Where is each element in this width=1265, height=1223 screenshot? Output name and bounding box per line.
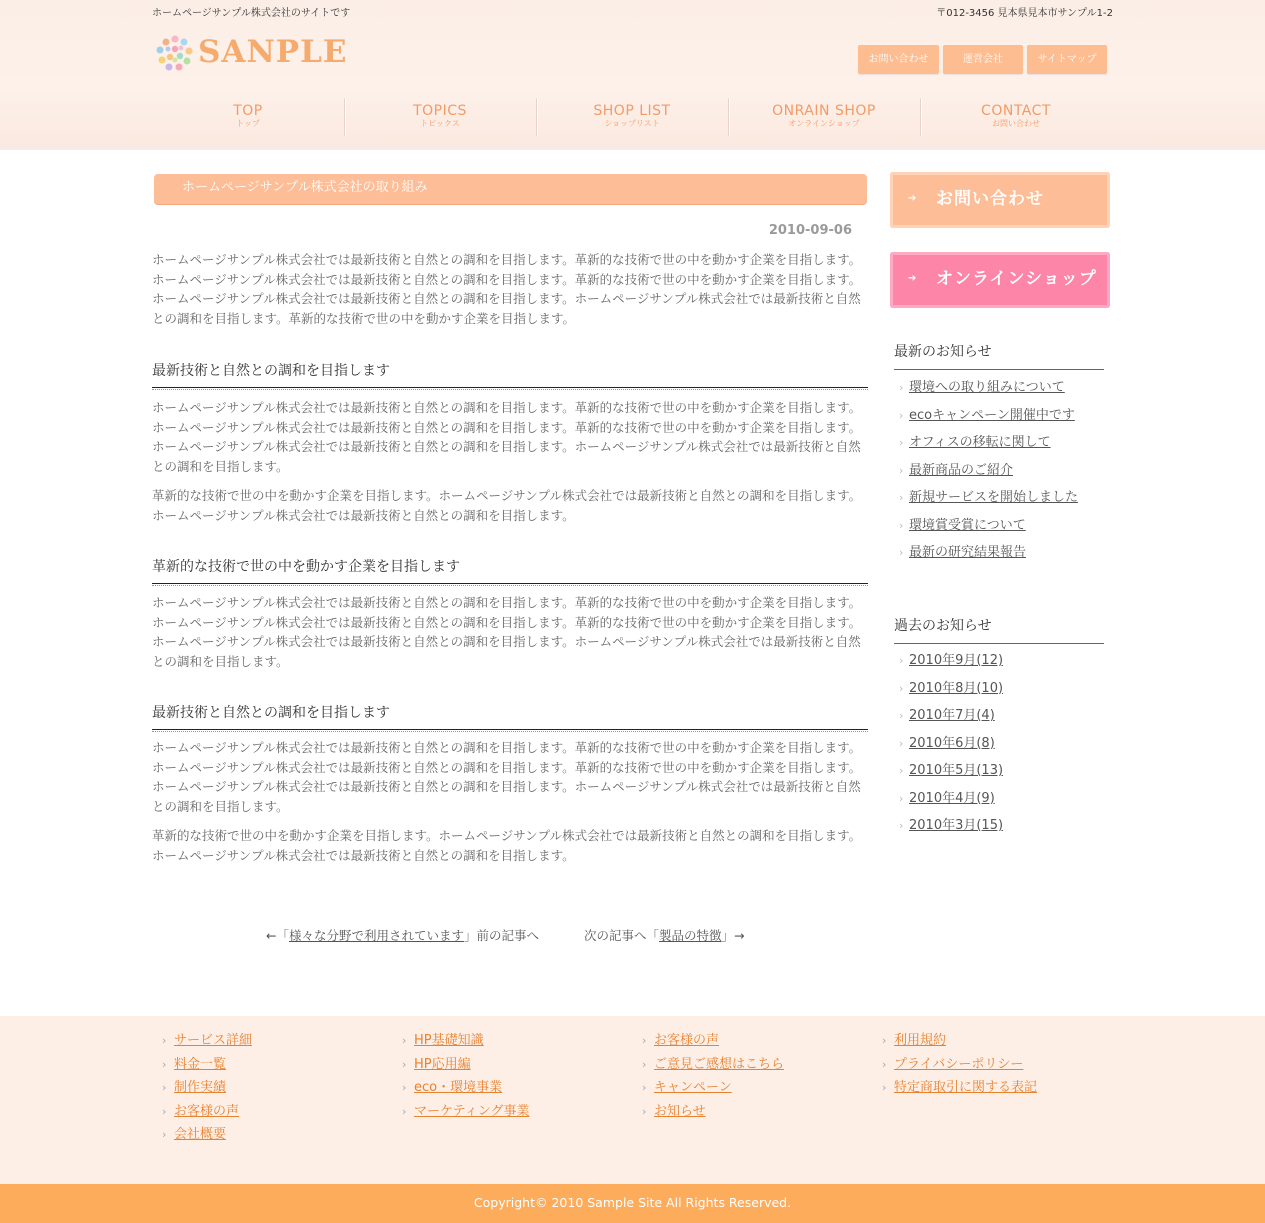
footer-link[interactable]: 制作実績 xyxy=(174,1080,227,1095)
next-prefix: 次の記事へ「 xyxy=(584,928,660,943)
list-item[interactable] xyxy=(899,379,1078,407)
archive-link[interactable]: 2010年5月(13) xyxy=(909,763,1004,778)
list-item[interactable] xyxy=(882,1032,1037,1056)
logo-dots-icon xyxy=(156,34,194,72)
list-item[interactable] xyxy=(899,762,1003,790)
next-suffix: 」→ xyxy=(721,928,745,943)
global-nav xyxy=(152,98,1112,136)
list-item[interactable] xyxy=(899,462,1078,490)
list-item[interactable] xyxy=(162,1056,252,1080)
prev-suffix: 」前の記事へ xyxy=(464,928,540,943)
nav-item-contact-ja: お問い合わせ xyxy=(992,119,1040,128)
news-link[interactable]: オフィスの移転に関して xyxy=(909,435,1051,450)
sidebar-online-shop-label: オンラインショップ xyxy=(936,269,1097,289)
section-heading: 革新的な技術で世の中を動かす企業を目指します xyxy=(152,556,868,584)
nav-item-topics[interactable] xyxy=(344,98,536,136)
latest-news-heading: 最新のお知らせ xyxy=(894,341,1104,370)
arrow-right-icon: ➔ xyxy=(908,273,917,284)
footer-link[interactable]: お知らせ xyxy=(654,1103,706,1119)
list-item[interactable] xyxy=(402,1032,529,1056)
footer-link[interactable]: お客様の声 xyxy=(654,1033,720,1048)
list-item[interactable] xyxy=(899,707,1003,735)
latest-news-list xyxy=(899,379,1078,572)
nav-item-shop-list[interactable] xyxy=(536,98,728,136)
news-link[interactable]: 新規サービスを開始しました xyxy=(909,490,1079,505)
footer-link[interactable]: HP応用編 xyxy=(414,1056,471,1072)
list-item[interactable] xyxy=(899,652,1003,680)
list-item[interactable] xyxy=(642,1079,784,1103)
copyright-bar: Copyright© 2010 Sample Site All Rights Reserved. xyxy=(0,1184,1265,1223)
nav-item-shop-list-en: SHOP LIST xyxy=(593,103,671,119)
section-heading: 最新技術と自然との調和を目指します xyxy=(152,360,868,388)
section-paragraph: ホームページサンプル株式会社では最新技術と自然との調和を目指します。革新的な技術で世の中を動かす企業を目指します。ホームページサンプル株式会社では最新技術と自然との調和を目指します。革新的な技術で世の中を動かす企業を目指します。ホームページサンプル株式会社では最新技術と自然との調和を目指します。ホームページサンプル株式会社では最新技術と自然との調和を目指します。 xyxy=(152,400,862,474)
footer-column-1 xyxy=(162,1032,252,1150)
list-item[interactable] xyxy=(162,1032,252,1056)
section-heading: 最新技術と自然との調和を目指します xyxy=(152,702,868,730)
footer-link[interactable]: 会社概要 xyxy=(174,1127,227,1142)
site-tagline: ホームページサンプル株式会社のサイトです xyxy=(152,8,351,19)
list-item[interactable] xyxy=(642,1103,784,1127)
archive-link[interactable]: 2010年7月(4) xyxy=(909,708,995,723)
nav-item-top-ja: トップ xyxy=(236,119,260,128)
list-item[interactable] xyxy=(642,1056,784,1080)
article-date: 2010-09-06 xyxy=(768,223,852,238)
list-item[interactable] xyxy=(162,1079,252,1103)
company-top-button[interactable]: 運営会社 xyxy=(943,45,1023,74)
prev-prefix: ←「 xyxy=(266,928,289,943)
section-paragraph: 革新的な技術で世の中を動かす企業を目指します。ホームページサンプル株式会社では最新技術と自然との調和を目指します。ホームページサンプル株式会社では最新技術と自然との調和を目指します。 xyxy=(152,828,862,863)
news-link[interactable]: 最新の研究結果報告 xyxy=(909,545,1027,560)
nav-item-top[interactable] xyxy=(152,98,344,136)
footer-column-4 xyxy=(882,1032,1037,1103)
news-link[interactable]: 環境への取り組みについて xyxy=(909,380,1065,395)
list-item[interactable] xyxy=(882,1056,1037,1080)
archive-link[interactable]: 2010年8月(10) xyxy=(909,680,1004,696)
prev-article-link[interactable] xyxy=(266,926,539,944)
article-title: ホームページサンプル株式会社の取り組み xyxy=(154,174,867,204)
next-article-link[interactable] xyxy=(584,926,745,944)
list-item[interactable] xyxy=(642,1032,784,1056)
list-item[interactable] xyxy=(899,680,1003,708)
list-item[interactable] xyxy=(899,517,1078,545)
nav-item-online-shop-en: ONRAIN SHOP xyxy=(772,103,876,119)
archive-link[interactable]: 2010年9月(12) xyxy=(909,653,1004,668)
nav-item-topics-ja: トピックス xyxy=(420,119,460,128)
list-item[interactable] xyxy=(162,1103,252,1127)
list-item[interactable] xyxy=(899,489,1078,517)
footer-link[interactable]: ご意見ご感想はこちら xyxy=(654,1056,785,1072)
footer-link[interactable]: eco・環境事業 xyxy=(414,1080,503,1095)
footer-link[interactable]: マーケティング事業 xyxy=(414,1103,530,1119)
article-intro: ホームページサンプル株式会社では最新技術と自然との調和を目指します。革新的な技術で世の中を動かす企業を目指します。ホームページサンプル株式会社では最新技術と自然との調和を目指します。革新的な技術で世の中を動かす企業を目指します。ホームページサンプル株式会社では最新技術と自然との調和を目指します。ホームページサンプル株式会社では最新技術と自然との調和を目指します。革新的な技術で世の中を動かす企業を目指します。 xyxy=(152,252,862,326)
archive-list xyxy=(899,652,1003,845)
next-article-title[interactable]: 製品の特徴 xyxy=(659,928,722,943)
list-item[interactable] xyxy=(899,735,1003,763)
contact-top-button[interactable]: お問い合わせ xyxy=(858,45,939,74)
footer-link[interactable]: サービス詳細 xyxy=(174,1033,253,1048)
nav-item-online-shop-ja: オンラインショップ xyxy=(788,119,860,128)
archive-link[interactable]: 2010年6月(8) xyxy=(909,735,995,751)
prev-article-title[interactable]: 様々な分野で利用されています xyxy=(288,928,464,943)
footer-column-3 xyxy=(642,1032,784,1126)
news-link[interactable]: ecoキャンペーン開催中です xyxy=(909,407,1075,423)
footer-link[interactable]: お客様の声 xyxy=(174,1103,240,1119)
list-item[interactable] xyxy=(402,1079,529,1103)
list-item[interactable] xyxy=(899,790,1003,818)
sidebar-contact-button[interactable] xyxy=(890,172,1110,228)
news-link[interactable]: 最新商品のご紹介 xyxy=(909,462,1014,478)
footer-link[interactable]: キャンペーン xyxy=(654,1080,732,1095)
sitemap-top-button[interactable]: サイトマップ xyxy=(1027,45,1107,74)
list-item[interactable] xyxy=(899,817,1003,845)
list-item[interactable] xyxy=(882,1079,1037,1103)
arrow-right-icon: ➔ xyxy=(908,193,917,204)
nav-item-top-en: TOP xyxy=(233,103,263,119)
footer-link[interactable]: 料金一覧 xyxy=(174,1056,227,1072)
site-logo[interactable] xyxy=(156,34,356,74)
list-item[interactable] xyxy=(899,434,1078,462)
footer-column-2 xyxy=(402,1032,529,1126)
sidebar-contact-label: お問い合わせ xyxy=(936,189,1044,209)
footer-link[interactable]: 利用規約 xyxy=(894,1033,947,1048)
archive-heading: 過去のお知らせ xyxy=(894,615,1104,644)
header-divider xyxy=(0,146,1265,150)
nav-item-online-shop[interactable] xyxy=(728,98,920,136)
list-item[interactable] xyxy=(899,544,1078,572)
logo-text: SANPLE xyxy=(198,34,348,70)
nav-item-shop-list-ja: ショップリスト xyxy=(604,119,660,128)
nav-item-contact-en: CONTACT xyxy=(981,103,1051,119)
news-link[interactable]: 環境賞受賞について xyxy=(909,517,1026,533)
site-address: 〒012-3456 見本県見本市サンプル1-2 xyxy=(936,8,1113,19)
section-paragraph: 革新的な技術で世の中を動かす企業を目指します。ホームページサンプル株式会社では最新技術と自然との調和を目指します。ホームページサンプル株式会社では最新技術と自然との調和を目指します。 xyxy=(152,488,862,523)
archive-link[interactable]: 2010年3月(15) xyxy=(909,818,1004,833)
nav-item-contact[interactable] xyxy=(920,98,1112,136)
section-paragraph: ホームページサンプル株式会社では最新技術と自然との調和を目指します。革新的な技術で世の中を動かす企業を目指します。ホームページサンプル株式会社では最新技術と自然との調和を目指します。革新的な技術で世の中を動かす企業を目指します。ホームページサンプル株式会社では最新技術と自然との調和を目指します。ホームページサンプル株式会社では最新技術と自然との調和を目指します。 xyxy=(152,595,862,669)
footer-link[interactable]: HP基礎知識 xyxy=(414,1033,484,1048)
footer-link[interactable]: プライバシーポリシー xyxy=(894,1056,1024,1072)
nav-item-topics-en: TOPICS xyxy=(413,103,467,119)
section-paragraph: ホームページサンプル株式会社では最新技術と自然との調和を目指します。革新的な技術で世の中を動かす企業を目指します。ホームページサンプル株式会社では最新技術と自然との調和を目指します。革新的な技術で世の中を動かす企業を目指します。ホームページサンプル株式会社では最新技術と自然との調和を目指します。ホームページサンプル株式会社では最新技術と自然との調和を目指します。 xyxy=(152,740,862,814)
list-item[interactable] xyxy=(162,1126,252,1150)
footer-link[interactable]: 特定商取引に関する表記 xyxy=(894,1080,1038,1095)
list-item[interactable] xyxy=(899,407,1078,435)
sidebar-online-shop-button[interactable] xyxy=(890,252,1110,308)
list-item[interactable] xyxy=(402,1103,529,1127)
archive-link[interactable]: 2010年4月(9) xyxy=(909,790,995,806)
list-item[interactable] xyxy=(402,1056,529,1080)
